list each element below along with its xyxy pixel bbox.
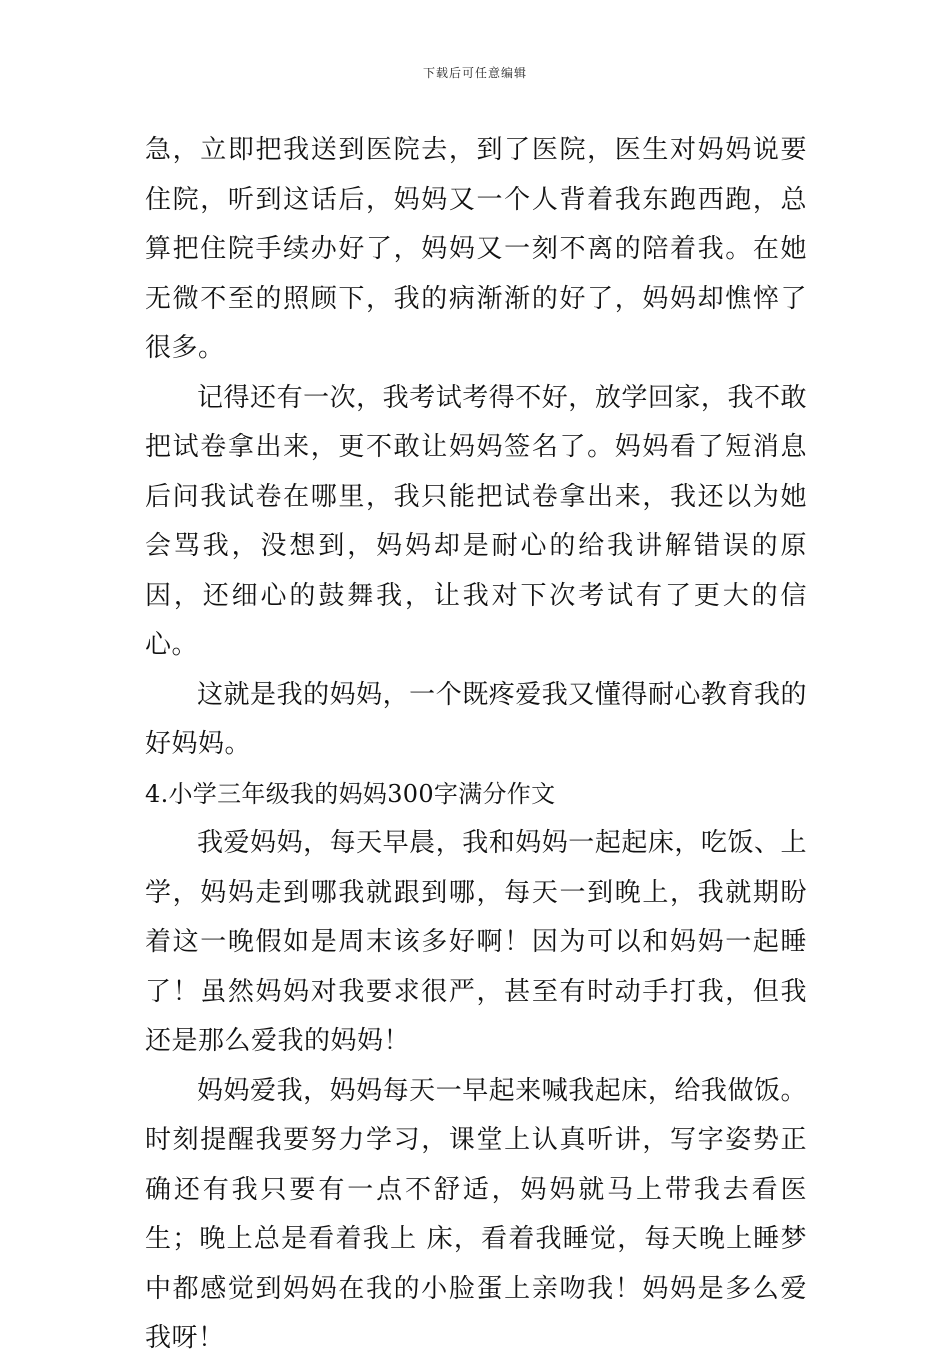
paragraph-i-love-mom: 我爱妈妈，每天早晨，我和妈妈一起起床，吃饭、上学，妈妈走到哪我就跟到哪，每天一到晚上，我就期盼着这一晚假如是周末该多好啊！因为可以和妈妈一起睡了！虽然妈妈对我要求很严，甚至有时动手打我，但我还是那么爱我的妈妈！: [145, 828, 807, 1056]
paragraph-continued: 急，立即把我送到医院去，到了医院，医生对妈妈说要住院，听到这话后，妈妈又一个人背着我东跑西跑，总算把住院手续办好了，妈妈又一刻不离的陪着我。在她无微不至的照顾下，我的病渐渐的好了，妈妈却憔悴了很多。: [145, 135, 807, 363]
header-note: 下载后可任意编辑: [422, 66, 527, 80]
document-body: [145, 126, 807, 1364]
paragraph-exam-story: 记得还有一次，我考试考得不好，放学回家，我不敢把试卷拿出来，更不敢让妈妈签名了。妈妈看了短消息后问我试卷在哪里，我只能把试卷拿出来，我还以为她会骂我，没想到，妈妈却是耐心的给我讲解错误的原因，还细心的鼓舞我，让我对下次考试有了更大的信心。: [145, 382, 807, 660]
section-heading: 4.小学三年级我的妈妈300字满分作文: [145, 779, 556, 808]
paragraph-mom-loves-me: 妈妈爱我，妈妈每天一早起来喊我起床，给我做饭。时刻提醒我要努力学习，课堂上认真听讲，写字姿势正确还有我只要有一点不舒适，妈妈就马上带我去看医生；晚上总是看着我上 床，看着我睡觉，每天晚上睡梦中都感觉到妈妈在我的小脸蛋上亲吻我！妈妈是多么爱我呀！: [145, 1075, 807, 1353]
paragraph-conclusion: 这就是我的妈妈，一个既疼爱我又懂得耐心教育我的好妈妈。: [145, 679, 807, 759]
